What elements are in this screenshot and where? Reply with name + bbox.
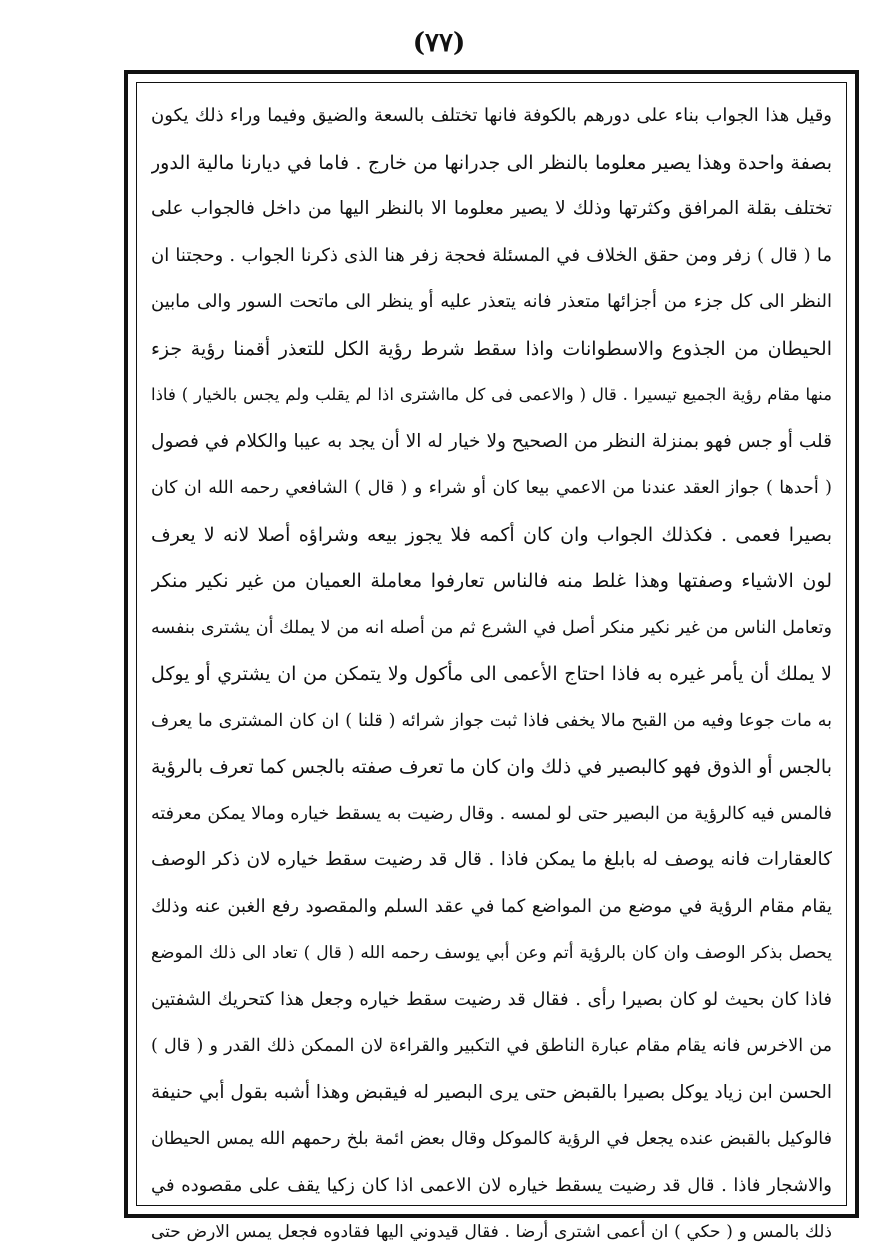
text-line: ما ( قال ) زفر ومن حقق الخلاف في المسئلة فحجة زفر هنا الذى ذكرنا الجواب . وحجتنا ان — [151, 244, 832, 266]
text-line: فاذا كان بحيث لو كان بصيرا رأى . فقال قد رضيت سقط خياره وجعل هذا كتحريك الشفتين — [151, 988, 832, 1010]
text-line: وقيل هذا الجواب بناء على دورهم بالكوفة فانها تختلف بالسعة والضيق وفيما وراء ذلك يكون — [151, 105, 832, 126]
text-line: النظر الى كل جزء من أجزائها متعذر فانه يتعذر عليه أو ينظر الى ماتحت السور والى مابين — [151, 291, 832, 312]
inner-border — [136, 82, 847, 1242]
text-line: ( أحدها ) جواز العقد عندنا من الاعمي بيعا كان أو شراء و ( قال ) الشافعي رحمه الله ان كان — [151, 478, 832, 498]
text-line: فالوكيل بالقبض عنده يجعل في الرؤية كالموكل وقال بعض ائمة بلخ رحمهم الله يمس الحيطان — [151, 1129, 832, 1149]
text-line: قلب أو جس فهو بمنزلة النظر من الصحيح ولا خيار له الا أن يجد به عيبا والكلام في فصول — [151, 430, 832, 452]
page-number: (٧٧) — [412, 28, 466, 58]
text-line: بصفة واحدة وهذا يصير معلوما بالنظر الى جدرانها من خارج . فاما في ديارنا مالية الدور — [151, 151, 832, 174]
text-line: وتعامل الناس من غير نكير منكر أصل في الشرع ثم من أصله انه من لا يملك أن يشترى بنفسه — [151, 617, 832, 638]
text-line: الحيطان من الجذوع والاسطوانات واذا سقط شرط رؤية الكل للتعذر أقمنا رؤية جزء — [151, 337, 832, 360]
text-line: لون الاشياء وصفتها وهذا غلط منه فالناس تعارفوا معاملة العميان من غير نكير منكر — [151, 570, 832, 592]
text-line: يحصل بذكر الوصف وان كان بالرؤية أتم وعن أبي يوسف رحمه الله ( قال ) تعاد الى ذلك الموضع — [151, 943, 832, 963]
text-line: فالمس فيه كالرؤية من البصير حتى لو لمسه . وقال رضيت به يسقط خياره ومالا يمكن معرفته — [151, 803, 832, 824]
text-line: ذلك بالمس و ( حكي ) ان أعمى اشترى أرضا . فقال قيدوني اليها فقادوه فجعل يمس الارض حتى — [151, 1222, 832, 1242]
text-line: كالعقارات فانه يوصف له بابلغ ما يمكن فاذا . قال قد رضيت سقط خياره لان ذكر الوصف — [151, 849, 832, 870]
text-line: بالجس أو الذوق فهو كالبصير في ذلك وان كان ما تعرف صفته بالجس كما تعرف بالرؤية — [151, 756, 832, 778]
page-border — [124, 70, 859, 1242]
text-line: لا يملك أن يأمر غيره به فاذا احتاج الأعمى الى مأكول ولا يتمكن من ان يشتري أو يوكل — [151, 663, 832, 685]
text-line: بصيرا فعمى . فكذلك الجواب وان كان أكمه فلا يجوز بيعه وشراؤه أصلا لانه لا يعرف — [151, 523, 832, 546]
text-line: يقام مقام الرؤية في موضع من المواضع كما في عقد السلم والمقصود رفع الغبن عنه وذلك — [151, 895, 832, 917]
body-text — [151, 93, 832, 1242]
text-line: به مات جوعا وفيه من القبح مالا يخفى فاذا ثبت جواز شرائه ( قلنا ) ان كان المشترى ما يعرف — [151, 710, 832, 731]
text-line: من الاخرس فانه يقام مقام عبارة الناطق في التكبير والقراءة لان الممكن ذلك القدر و ( قال ) — [151, 1036, 832, 1056]
text-line: منها مقام رؤية الجميع تيسيرا . قال ( والاعمى فى كل مااشترى اذا لم يقلب ولم يجس بالخيار ) فاذا — [151, 385, 832, 404]
text-line: الحسن ابن زياد يوكل بصيرا بالقبض حتى يرى البصير له فيقبض وهذا أشبه بقول أبي حنيفة — [151, 1081, 832, 1103]
text-line: تختلف بقلة المرافق وكثرتها وذلك لا يصير معلوما الا بالنظر اليها من داخل فالجواب على — [151, 198, 832, 219]
text-line: والاشجار فاذا . قال قد رضيت يسقط خياره لان الاعمى اذا كان زكيا يقف على مقصوده في — [151, 1174, 832, 1196]
